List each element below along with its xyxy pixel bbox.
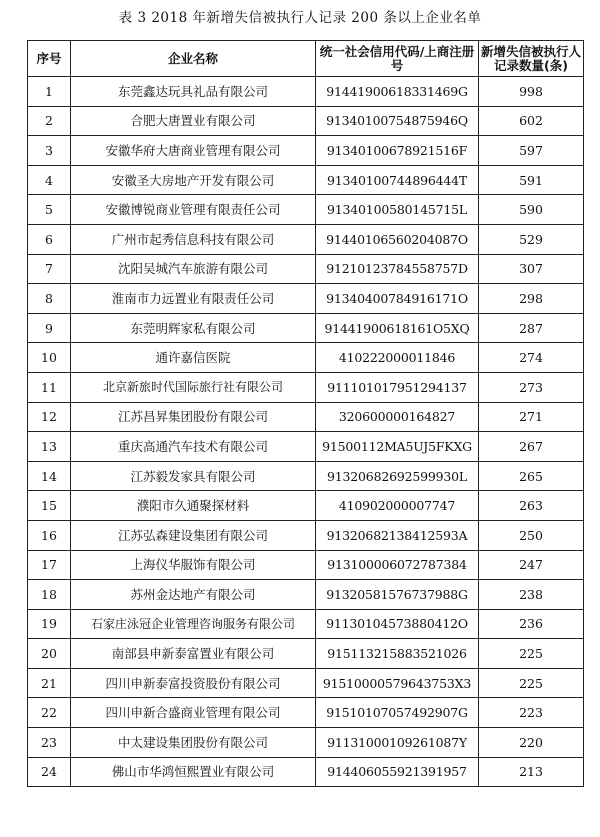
cell-company: 通许嘉信医院	[71, 343, 316, 373]
table-row	[28, 254, 584, 284]
table-caption: 表 3 2018 年新增失信被执行人记录 200 条以上企业名单	[118, 10, 482, 26]
cell-credit-code: 91340100744896444T	[316, 165, 479, 195]
cell-company: 北京新旅时代国际旅行社有限公司	[71, 372, 316, 402]
table-row	[28, 757, 584, 787]
cell-index: 16	[28, 520, 71, 550]
cell-count: 213	[479, 757, 584, 787]
cell-count: 597	[479, 136, 584, 166]
table-row	[28, 698, 584, 728]
table-row	[28, 106, 584, 136]
cell-index: 22	[28, 698, 71, 728]
cell-count: 247	[479, 550, 584, 580]
cell-credit-code: 91131000109261087Y	[316, 728, 479, 758]
cell-index: 10	[28, 343, 71, 373]
cell-company: 沈阳吴城汽车旅游有限公司	[71, 254, 316, 284]
cell-index: 17	[28, 550, 71, 580]
header-credit-code: 统一社会信用代码/上商注册号	[316, 41, 479, 77]
cell-index: 4	[28, 165, 71, 195]
table-row	[28, 402, 584, 432]
cell-count: 250	[479, 520, 584, 550]
cell-count: 998	[479, 77, 584, 107]
cell-company: 江苏昌昇集团股份有限公司	[71, 402, 316, 432]
cell-index: 20	[28, 639, 71, 669]
cell-index: 12	[28, 402, 71, 432]
cell-index: 1	[28, 77, 71, 107]
cell-index: 2	[28, 106, 71, 136]
cell-company: 重庆高通汽车技术有限公司	[71, 432, 316, 462]
table-row	[28, 77, 584, 107]
cell-credit-code: 91320682138412593A	[316, 520, 479, 550]
cell-company: 江苏弘森建设集团有限公司	[71, 520, 316, 550]
table-row	[28, 136, 584, 166]
cell-count: 265	[479, 461, 584, 491]
cell-credit-code: 91441900618161O5XQ	[316, 313, 479, 343]
cell-index: 21	[28, 668, 71, 698]
cell-count: 220	[479, 728, 584, 758]
cell-credit-code: 91340100678921516F	[316, 136, 479, 166]
cell-credit-code: 91320581576737988G	[316, 580, 479, 610]
cell-company: 上海仪华服饰有限公司	[71, 550, 316, 580]
cell-count: 591	[479, 165, 584, 195]
table-row	[28, 165, 584, 195]
cell-count: 602	[479, 106, 584, 136]
table-row	[28, 343, 584, 373]
cell-index: 23	[28, 728, 71, 758]
cell-credit-code: 91110101795129413​7	[316, 372, 479, 402]
cell-count: 274	[479, 343, 584, 373]
cell-company: 安徽圣大房地产开发有限公司	[71, 165, 316, 195]
cell-credit-code: 91210123784558757D	[316, 254, 479, 284]
table-row	[28, 639, 584, 669]
cell-company: 濮阳市久通聚探材料	[71, 491, 316, 521]
cell-count: 298	[479, 284, 584, 314]
cell-company: 淮南市力远置业有限责任公司	[71, 284, 316, 314]
cell-company: 东莞鑫达玩具礼品有限公司	[71, 77, 316, 107]
cell-count: 225	[479, 639, 584, 669]
cell-index: 15	[28, 491, 71, 521]
cell-credit-code: 91510107057492907G	[316, 698, 479, 728]
cell-credit-code: 91511321588352102​6	[316, 639, 479, 669]
table-row	[28, 195, 584, 225]
table-row	[28, 461, 584, 491]
cell-index: 8	[28, 284, 71, 314]
cell-count: 273	[479, 372, 584, 402]
cell-index: 3	[28, 136, 71, 166]
cell-credit-code: 91340400784916171O	[316, 284, 479, 314]
table-row	[28, 550, 584, 580]
cell-company: 石家庄泳冠企业管理咨询服务有限公司	[71, 609, 316, 639]
cell-credit-code: 91510000579643753X3	[316, 668, 479, 698]
cell-company: 合肥大唐置业有限公司	[71, 106, 316, 136]
table-row	[28, 668, 584, 698]
table-row	[28, 224, 584, 254]
header-company: 企业名称	[71, 41, 316, 77]
cell-count: 287	[479, 313, 584, 343]
table-row	[28, 580, 584, 610]
cell-credit-code: 91340100754875946Q	[316, 106, 479, 136]
table-row	[28, 520, 584, 550]
header-row	[28, 41, 584, 77]
cell-company: 四川申新合盛商业管理有限公司	[71, 698, 316, 728]
header-index: 序号	[28, 41, 71, 77]
cell-index: 24	[28, 757, 71, 787]
cell-credit-code: 91320682692599930L	[316, 461, 479, 491]
table-row	[28, 284, 584, 314]
cell-company: 四川申新泰富投资股份有限公司	[71, 668, 316, 698]
table-row	[28, 609, 584, 639]
cell-count: 529	[479, 224, 584, 254]
cell-index: 11	[28, 372, 71, 402]
cell-credit-code: 91340100580145715L	[316, 195, 479, 225]
cell-company: 中太建设集团股份有限公司	[71, 728, 316, 758]
cell-index: 6	[28, 224, 71, 254]
cell-count: 236	[479, 609, 584, 639]
table-row	[28, 432, 584, 462]
cell-credit-code: 91441900618331469G	[316, 77, 479, 107]
table-row	[28, 491, 584, 521]
cell-index: 5	[28, 195, 71, 225]
cell-company: 佛山市华鸿恒熙置业有限公司	[71, 757, 316, 787]
cell-index: 14	[28, 461, 71, 491]
cell-count: 263	[479, 491, 584, 521]
cell-credit-code: 91310000607278738​4	[316, 550, 479, 580]
cell-company: 安徽华府大唐商业管理有限公司	[71, 136, 316, 166]
cell-count: 223	[479, 698, 584, 728]
cell-count: 307	[479, 254, 584, 284]
cell-company: 东莞明辉家私有限公司	[71, 313, 316, 343]
cell-index: 18	[28, 580, 71, 610]
cell-index: 9	[28, 313, 71, 343]
cell-credit-code: 91130104573880412O	[316, 609, 479, 639]
cell-count: 238	[479, 580, 584, 610]
cell-credit-code: 91500112MA5UJ5FKXG	[316, 432, 479, 462]
table-row	[28, 313, 584, 343]
cell-credit-code: 410902000007747	[316, 491, 479, 521]
cell-count: 267	[479, 432, 584, 462]
cell-credit-code: 410222000011846	[316, 343, 479, 373]
cell-company: 广州市起秀信息科技有限公司	[71, 224, 316, 254]
table-row	[28, 728, 584, 758]
cell-count: 590	[479, 195, 584, 225]
cell-company: 安徽博锐商业管理有限责任公司	[71, 195, 316, 225]
cell-index: 19	[28, 609, 71, 639]
cell-credit-code: 91440605592139195​7	[316, 757, 479, 787]
cell-credit-code: 320600000164827	[316, 402, 479, 432]
header-count: 新增失信被执行人记录数量(条)	[479, 41, 584, 77]
cell-count: 225	[479, 668, 584, 698]
table-row	[28, 372, 584, 402]
company-list-table	[27, 40, 584, 787]
cell-company: 南部县申新泰富置业有限公司	[71, 639, 316, 669]
cell-index: 7	[28, 254, 71, 284]
cell-index: 13	[28, 432, 71, 462]
cell-company: 江苏毅发家具有限公司	[71, 461, 316, 491]
cell-credit-code: 91440106560204087O	[316, 224, 479, 254]
cell-company: 苏州金达地产有限公司	[71, 580, 316, 610]
cell-count: 271	[479, 402, 584, 432]
